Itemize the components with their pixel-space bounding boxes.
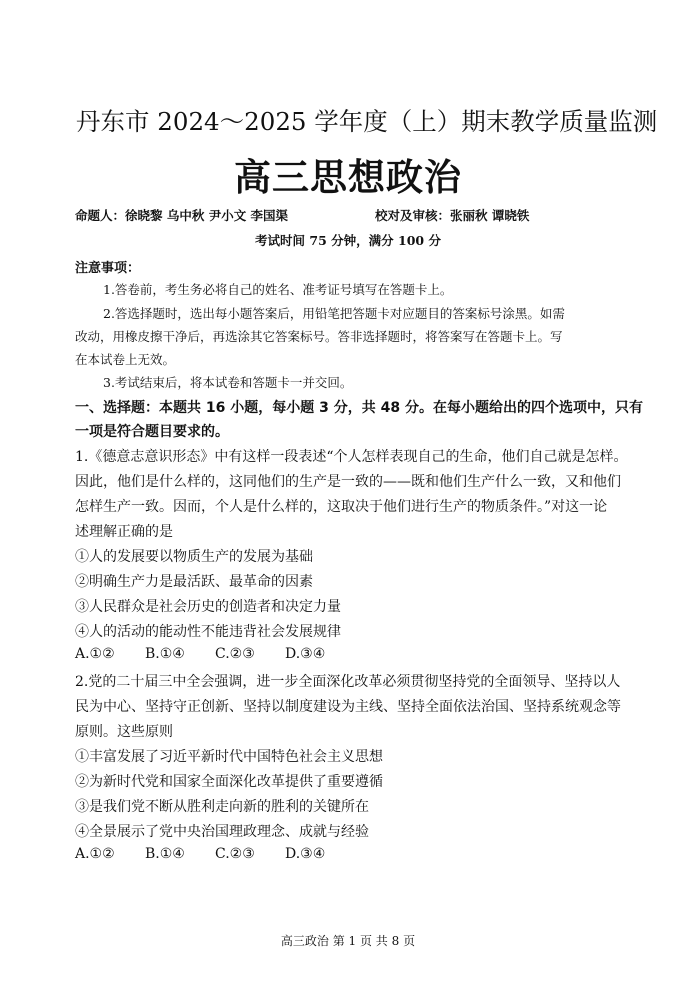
q2-options xyxy=(75,846,325,862)
q1-stem-line-1: 1.《德意志意识形态》中有这样一段表述“个人怎样表现自己的生命，他们自己就是怎样。 xyxy=(75,449,628,465)
q2-stem-line-2: 民为中心、坚持守正创新、坚持以制度建设为主线、坚持全面依法治国、坚持系统观念等 xyxy=(75,699,621,715)
exam-time: 考试时间 75 分钟，满分 100 分 xyxy=(255,233,441,248)
q1-option-b: B.①④ xyxy=(145,646,185,662)
q2-option-c: C.②③ xyxy=(215,846,255,862)
q2-stem-line-3: 原则。这些原则 xyxy=(75,724,173,740)
q2-statement-3: ③是我们党不断从胜利走向新的胜利的关键所在 xyxy=(75,799,369,815)
q1-stem-line-4: 述理解正确的是 xyxy=(75,524,173,540)
authors-left: 命题人：徐晓黎 乌中秋 尹小文 李国渠 xyxy=(75,208,289,223)
q1-option-a: A.①② xyxy=(75,646,115,662)
authors-right: 校对及审核：张丽秋 谭晓铁 xyxy=(375,208,530,223)
q2-statement-1: ①丰富发展了习近平新时代中国特色社会主义思想 xyxy=(75,749,383,765)
q1-stem-line-2: 因此，他们是什么样的，这同他们的生产是一致的——既和他们生产什么一致，又和他们 xyxy=(75,474,621,490)
notice-item-3: 3.考试结束后，将本试卷和答题卡一并交回。 xyxy=(103,375,353,390)
notice-item-2-line-3: 在本试卷上无效。 xyxy=(75,352,176,367)
q1-stem-line-3: 怎样生产一致。因而，个人是什么样的，这取决于他们进行生产的物质条件。”对这一论 xyxy=(75,499,608,515)
exam-subtitle: 丹东市 2024～2025 学年度（上）期末教学质量监测 xyxy=(76,107,658,136)
q2-statement-2: ②为新时代党和国家全面深化改革提供了重要遵循 xyxy=(75,774,383,790)
q2-option-a: A.①② xyxy=(75,846,115,862)
section-heading-line-2: 一项是符合题目要求的。 xyxy=(75,424,229,440)
notice-item-2-line-1: 2.答选择题时，选出每小题答案后，用铅笔把答题卡对应题目的答案标号涂黑。如需 xyxy=(103,306,565,321)
q2-statement-4: ④全景展示了党中央治国理政理念、成就与经验 xyxy=(75,824,369,840)
q1-statement-4: ④人的活动的能动性不能违背社会发展规律 xyxy=(75,624,341,640)
page-title: 高三思想政治 xyxy=(234,156,462,199)
q1-option-d: D.③④ xyxy=(285,646,326,662)
q2-option-d: D.③④ xyxy=(285,846,326,862)
notice-item-1: 1.答卷前，考生务必将自己的姓名、准考证号填写在答题卡上。 xyxy=(103,282,453,297)
q1-options xyxy=(75,646,325,662)
q1-statement-2: ②明确生产力是最活跃、最革命的因素 xyxy=(75,574,313,590)
q1-statement-1: ①人的发展要以物质生产的发展为基础 xyxy=(75,549,313,565)
page-footer: 高三政治 第 1 页 共 8 页 xyxy=(280,934,416,948)
notice-heading: 注意事项： xyxy=(75,261,141,276)
q2-stem-line-1: 2.党的二十届三中全会强调，进一步全面深化改革必须贯彻坚持党的全面领导、坚持以人 xyxy=(75,674,621,690)
section-heading-line-1: 一、选择题：本题共 16 小题，每小题 3 分，共 48 分。在每小题给出的四个选项中，只有 xyxy=(75,400,643,416)
q1-option-c: C.②③ xyxy=(215,646,255,662)
q2-option-b: B.①④ xyxy=(145,846,185,862)
authors-line xyxy=(75,206,530,224)
notice-item-2-line-2: 改动，用橡皮擦干净后，再选涂其它答案标号。答非选择题时，将答案写在答题卡上。写 xyxy=(75,329,563,344)
q1-statement-3: ③人民群众是社会历史的创造者和决定力量 xyxy=(75,599,341,615)
